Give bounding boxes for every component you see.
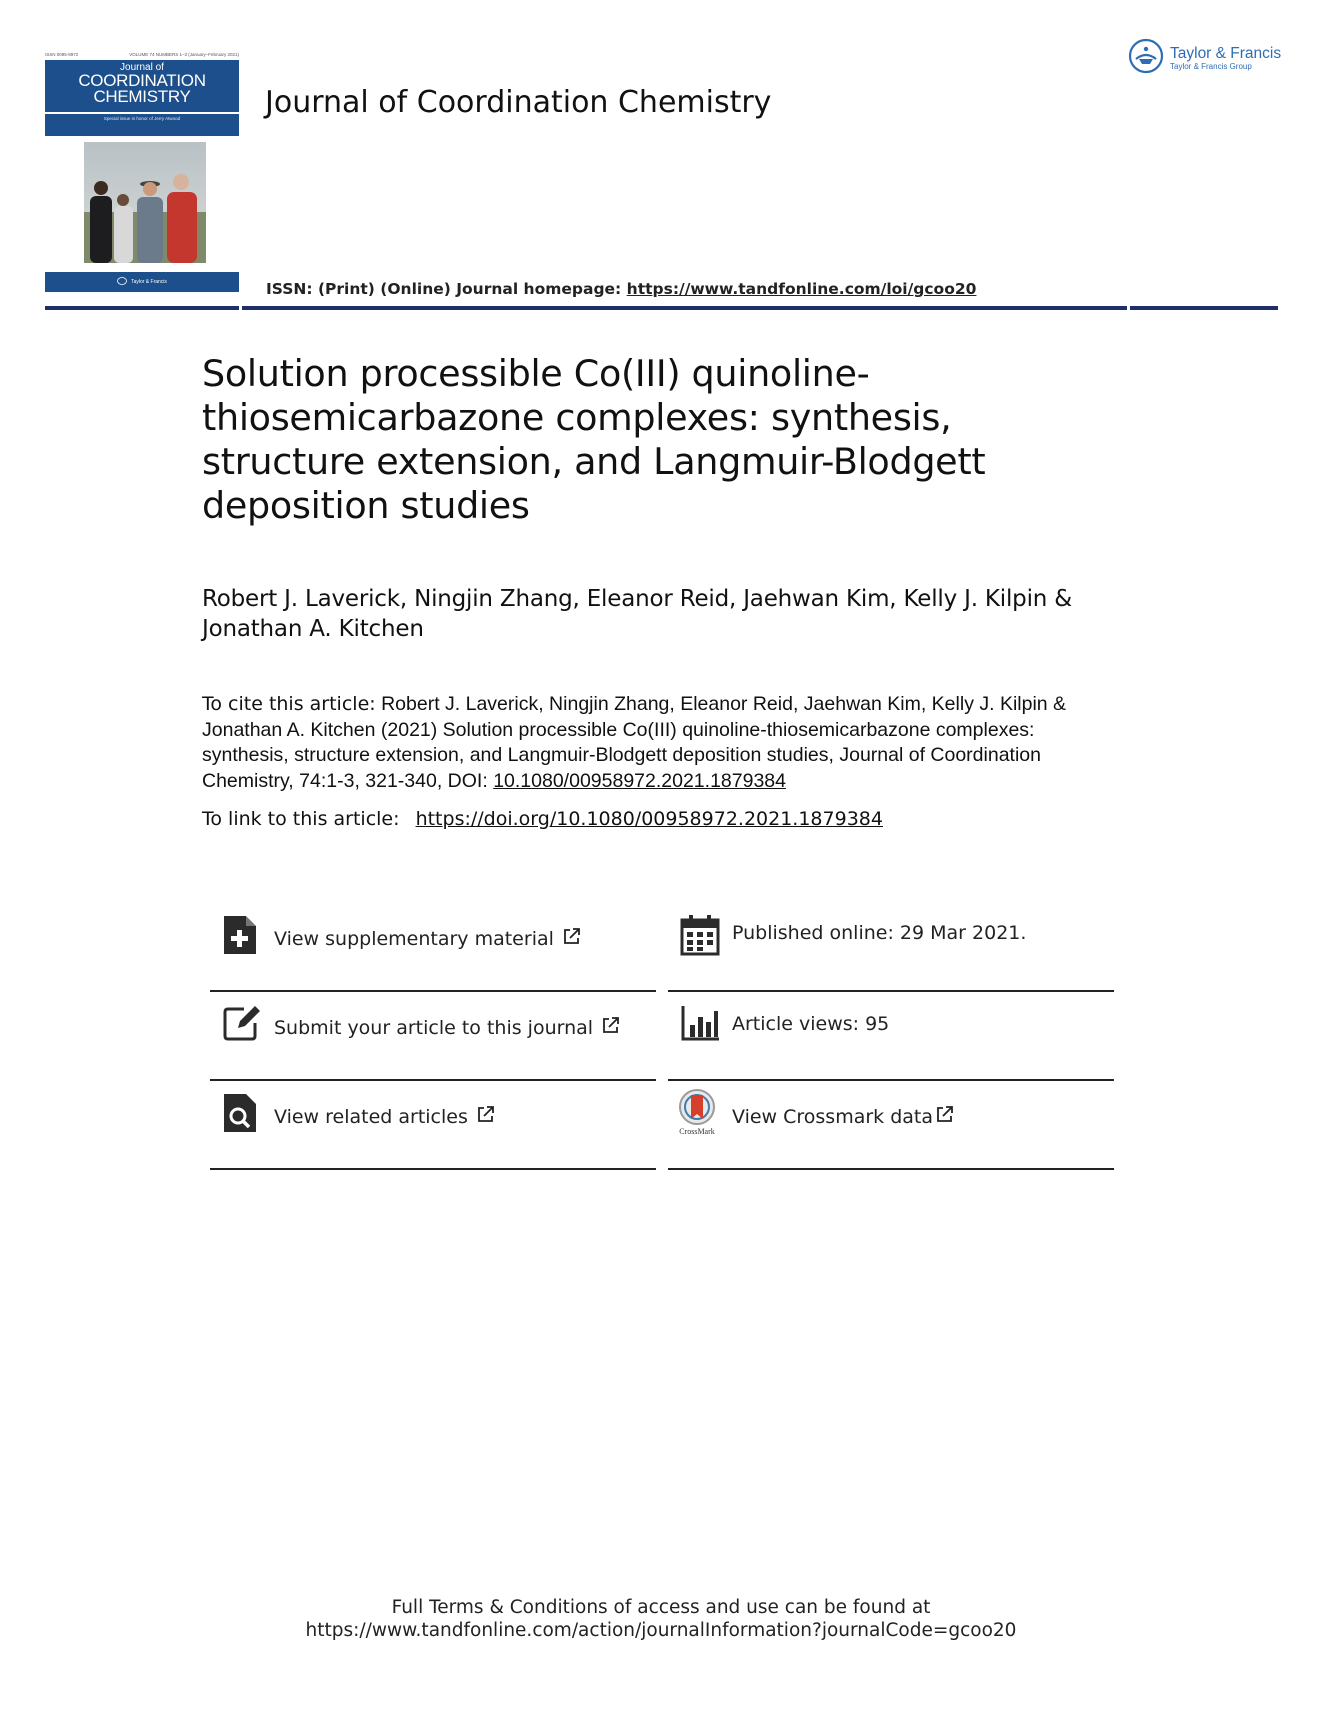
cover-coordination: COORDINATION (78, 71, 206, 90)
doi-link[interactable]: 10.1080/00958972.2021.1879384 (493, 769, 786, 792)
related-cell[interactable] (210, 1082, 656, 1170)
cover-chemistry: CHEMISTRY (93, 87, 191, 106)
article-doi-url[interactable]: https://doi.org/10.1080/00958972.2021.1879384 (415, 808, 883, 830)
cover-title-band (45, 60, 239, 112)
file-plus-icon (222, 914, 260, 956)
views-cell (668, 993, 1114, 1081)
issn-line (266, 280, 976, 298)
cite-text: Robert J. Laverick, Ningjin Zhang, Eleanor Reid, Jaehwan Kim, Kelly J. Kilpin & Jonathan A. Kitchen (2021) Solution processible Co(III) quinoline-thiosemicarbazone complexes: synthesis, structure extension, and Langmuir-Blodgett deposition studies, Journal of Coordination Chemistry, 74:1-3, 321-340, DOI: (202, 693, 1067, 792)
header-rule-gap (239, 306, 242, 310)
taylor-francis-icon (1128, 38, 1164, 78)
crossmark-cell[interactable] (668, 1082, 1114, 1170)
external-link-icon (935, 1104, 955, 1129)
external-link-icon (476, 1104, 496, 1129)
external-link-icon (562, 926, 582, 951)
journal-title: Journal of Coordination Chemistry (265, 85, 772, 120)
cite-label: To cite this article: (202, 693, 376, 715)
cell-divider (210, 990, 656, 992)
logo-group: Taylor & Francis Group (1170, 61, 1252, 71)
cover-subtitle-band (45, 114, 239, 136)
journal-homepage-link[interactable]: https://www.tandfonline.com/loi/gcoo20 (626, 280, 977, 298)
terms-url[interactable]: https://www.tandfonline.com/action/journalInformation?journalCode=gcoo20 (305, 1620, 1017, 1641)
terms-footer (0, 1596, 1322, 1642)
terms-line-1: Full Terms & Conditions of access and use can be found at (391, 1597, 931, 1618)
cover-publisher-icon (117, 277, 127, 287)
related-label: View related articles (274, 1105, 468, 1128)
logo-name: Taylor & Francis (1170, 44, 1282, 62)
cover-special-issue: Special issue in honor of Jerry Atwood (103, 116, 181, 121)
crossmark-label: View Crossmark data (732, 1105, 934, 1128)
supplementary-cell[interactable] (210, 904, 656, 992)
cell-divider (668, 1079, 1114, 1081)
header-rule (45, 306, 1278, 310)
cover-issn: ISSN 0095-8972 (45, 52, 79, 57)
article-link-row (202, 808, 883, 830)
cover-publisher: Taylor & Francis (131, 279, 167, 285)
citation-block (202, 692, 1122, 794)
taylor-francis-logo[interactable] (1128, 38, 1281, 78)
cell-divider (668, 990, 1114, 992)
journal-cover (45, 52, 239, 292)
submit-cell[interactable] (210, 993, 656, 1081)
cover-photo (84, 142, 206, 263)
article-authors: Robert J. Laverick, Ningjin Zhang, Eleanor Reid, Jaehwan Kim, Kelly J. Kilpin & Jonathan A. Kitchen (202, 586, 1072, 642)
cover-top-line (45, 52, 239, 59)
edit-icon (222, 1003, 260, 1045)
file-search-icon (222, 1092, 260, 1134)
issn-label: ISSN: (Print) (Online) Journal homepage: (266, 280, 622, 298)
published-cell (668, 904, 1114, 992)
article-views: Article views: 95 (732, 1013, 890, 1035)
article-title: Solution processible Co(III) quinoline-thiosemicarbazone complexes: synthesis, structure extension, and Langmuir-Blodgett deposition studies (202, 352, 986, 527)
crossmark-logo-text: CrossMark (679, 1127, 715, 1136)
supplementary-label: View supplementary material (274, 927, 554, 950)
header-rule-gap (1127, 306, 1130, 310)
cover-volume: VOLUME 74 NUMBERS 1–3 (January–February 2021) (129, 52, 239, 57)
link-label: To link to this article: (202, 808, 400, 830)
calendar-icon (680, 914, 718, 956)
cell-divider (210, 1168, 656, 1170)
cell-divider (210, 1079, 656, 1081)
published-date: Published online: 29 Mar 2021. (732, 922, 1027, 944)
crossmark-icon (674, 1088, 720, 1136)
cell-divider (668, 1168, 1114, 1170)
external-link-icon (601, 1015, 621, 1040)
cover-journal-of: Journal of (120, 62, 164, 73)
bar-chart-icon (680, 1003, 718, 1045)
cover-publisher-band (45, 272, 239, 292)
submit-label: Submit your article to this journal (274, 1016, 594, 1039)
